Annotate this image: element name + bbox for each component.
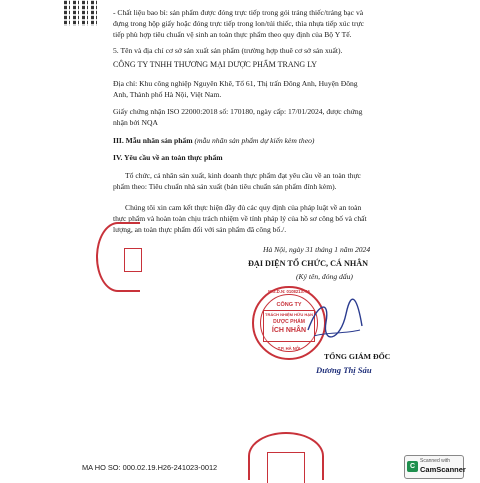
section-4-title: IV. Yêu cầu về an toàn thực phẩm [113, 153, 223, 162]
handwritten-signature [300, 292, 370, 352]
packaging-line-2: đựng trong hộp giấy hoặc đóng trực tiếp trong lon/túi thiếc, thìa nhựa tiếp xúc trực [113, 19, 364, 28]
signature-date: Hà Nội, ngày 31 tháng 1 năm 2024 [263, 245, 371, 254]
camscanner-logo-icon: C [407, 461, 418, 472]
scanner-small-label: Scanned with [420, 458, 451, 464]
stamp-line-2: TRÁCH NHIỆM HỮU HẠN [265, 312, 313, 317]
director-title: TỔNG GIÁM ĐỐC [324, 352, 391, 361]
stamp-ring-top: M.S.D.N: 0108213746 [268, 289, 310, 294]
address-line-2: Anh, Thành phố Hà Nội, Việt Nam. [113, 90, 222, 99]
company-name: CÔNG TY TNHH THƯƠNG MẠI DƯỢC PHẨM TRANG LY [113, 60, 318, 69]
representative-title: ĐẠI DIỆN TỔ CHỨC, CÁ NHÂN [248, 259, 369, 268]
iso-line-2: nhận bởi NQA [113, 118, 158, 127]
commitment-line-3: lượng, an toàn thực phẩm đối với sản phẩm đã công bố./. [113, 225, 287, 234]
stamp-line-1: CÔNG TY [276, 302, 302, 308]
requirement-line-1: Tổ chức, cá nhân sản xuất, kinh doanh thực phẩm đạt yêu cầu về an toàn thực [125, 171, 361, 180]
section-3-heading [113, 136, 314, 147]
iso-line-1: Giấy chứng nhận ISO 22000:2018 số: 170180, ngày cấp: 17/01/2024, được chứng [113, 107, 363, 116]
sign-note: (Ký tên, đóng dấu) [296, 272, 353, 281]
item-5: 5. Tên và địa chỉ cơ sở sản xuất sản phẩm (trường hợp thuê cơ sở sản xuất). [113, 46, 343, 55]
commitment-line-2: thực phẩm và hoàn toàn chịu trách nhiệm về tính pháp lý của hồ sơ công bố và chất [113, 214, 367, 223]
stamp-line-4: ÍCH NHÂN [271, 327, 307, 334]
side-stamp-box [124, 248, 142, 272]
section-3-title: III. Mẫu nhãn sản phẩm [113, 136, 193, 145]
stamp-line-3: DƯỢC PHẨM [273, 319, 305, 325]
scanner-big-label: CamScanner [420, 465, 466, 474]
director-name: Dương Thị Sáu [316, 365, 372, 375]
bottom-stamp-box [267, 452, 305, 483]
qr-code-image [64, 0, 100, 26]
camscanner-badge [404, 455, 464, 479]
address-line-1: Địa chỉ: Khu công nghiệp Nguyên Khê, Tổ 61, Thị trấn Đông Anh, Huyện Đông [113, 79, 358, 88]
packaging-line-3: tiếp phù hợp tiêu chuẩn vệ sinh an toàn thực phẩm theo quy định của Bộ Y Tế. [113, 30, 352, 39]
commitment-line-1: Chúng tôi xin cam kết thực hiện đầy đủ các quy định của pháp luật về an toàn [125, 203, 362, 212]
section-3-note: (mẫu nhãn sản phẩm dự kiến kèm theo) [194, 136, 315, 145]
side-stamp-partial [96, 222, 140, 292]
stamp-ring-bottom: T.P. HÀ NỘI [277, 346, 301, 351]
bottom-stamp-partial [248, 432, 324, 480]
packaging-line-1: - Chất liệu bao bì: sản phẩm được đóng trực tiếp trong gói tráng thiếc/tráng bạc và [113, 8, 364, 17]
dossier-code: MA HO SO: 000.02.19.H26-241023-0012 [82, 463, 218, 472]
requirement-line-2: phẩm theo: Tiêu chuẩn nhà sản xuất (bản tiêu chuẩn sản phẩm đính kèm). [113, 182, 337, 191]
